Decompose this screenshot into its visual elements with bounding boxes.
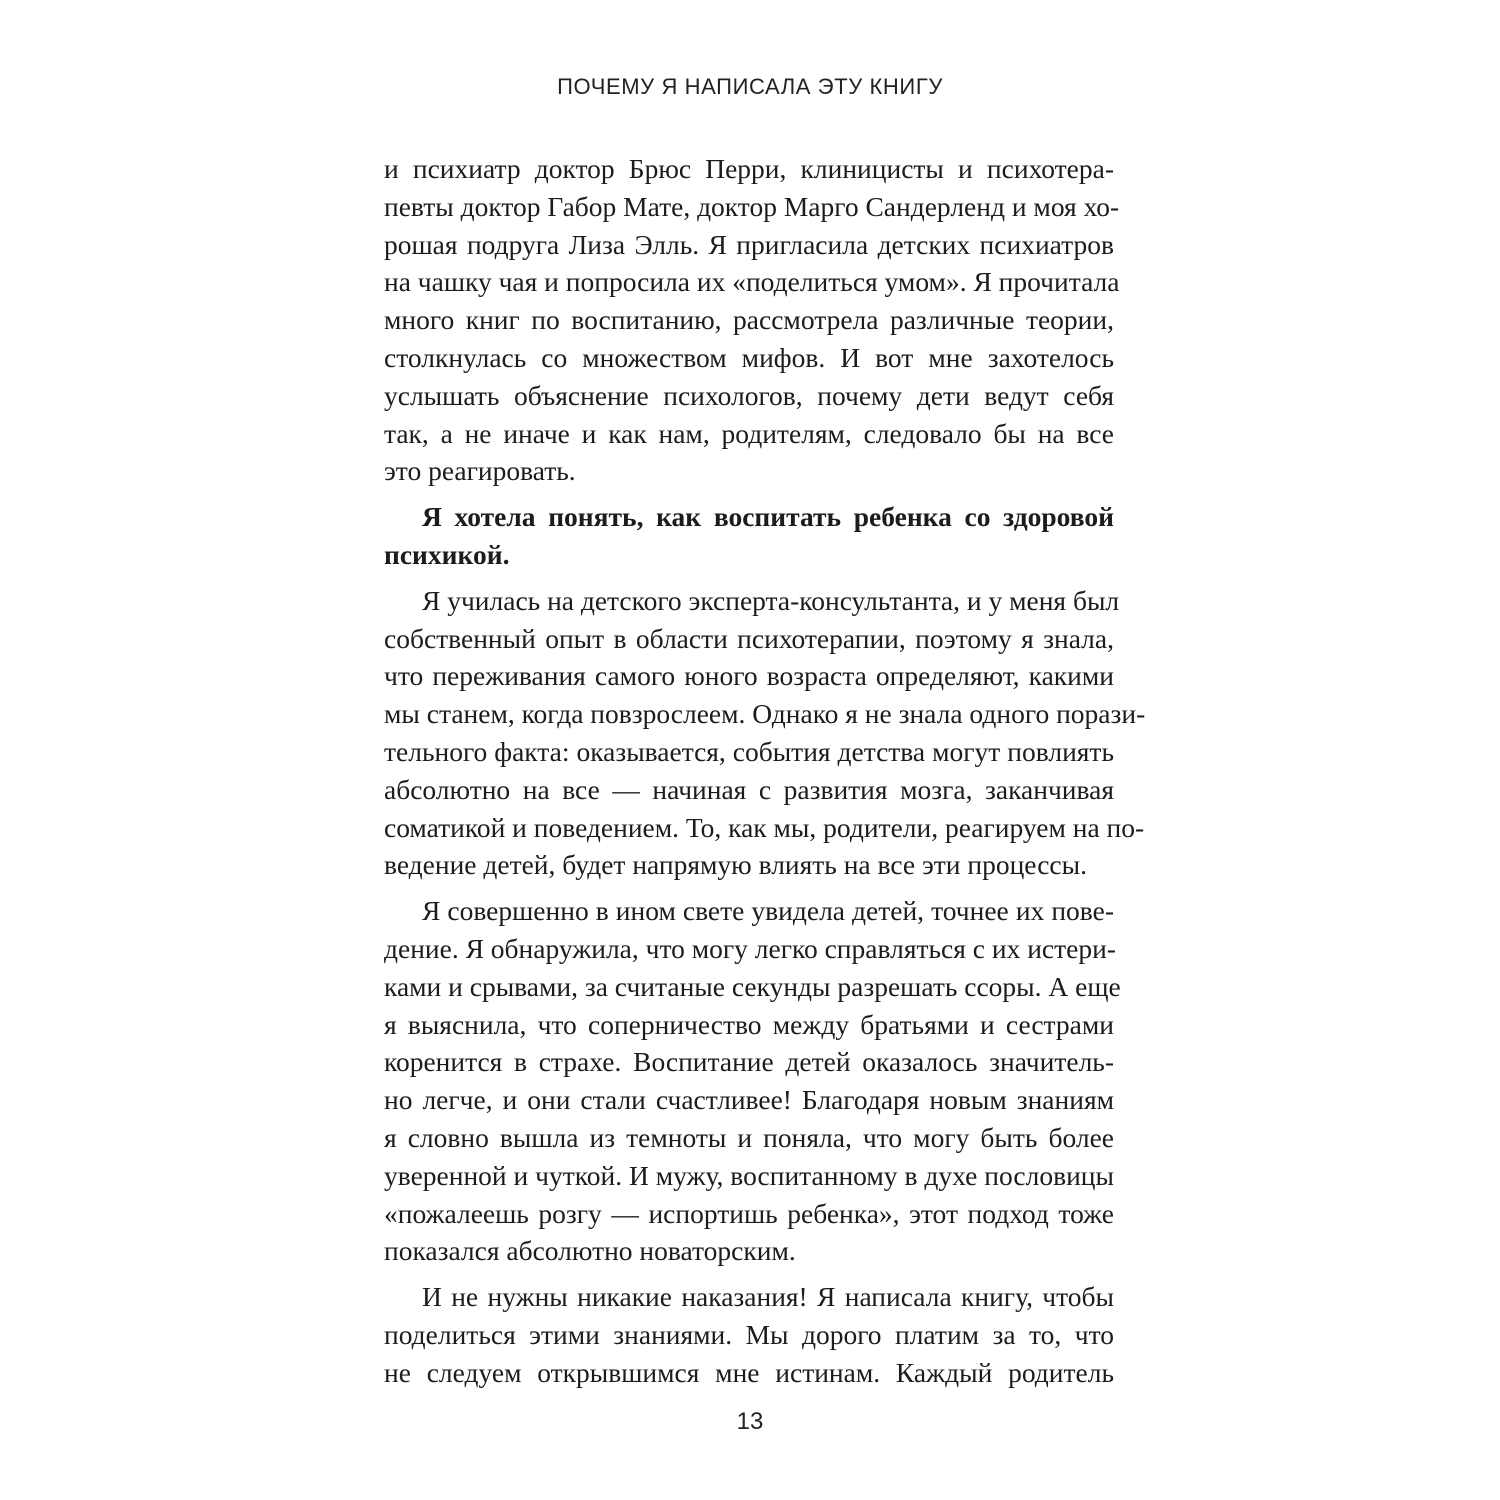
text-line: психикой. [384,538,510,570]
text-line: коренится в страхе. Воспитание детей оказалось значитель- [384,1046,1114,1078]
text-line: показался абсолютно новаторским. [384,1235,796,1267]
text-line: Я училась на детского эксперта-консультанта, и у меня был [422,584,1120,616]
text-line: абсолютно на все — начиная с развития мозга, заканчивая [384,773,1114,805]
text-line: не следуем открывшимся мне истинам. Каждый родитель [384,1356,1114,1388]
text-line: Я хотела понять, как воспитать ребенка со здоровой [422,501,1114,533]
paragraph [384,582,1146,884]
text-line: так, а не иначе и как нам, родителям, следовало бы на все [384,417,1114,449]
text-line: собственный опыт в области психотерапии, поэтому я знала, [384,622,1114,654]
paragraph [384,1278,1114,1391]
text-line: мы станем, когда повзрослеем. Однако я не знала одного порази- [384,698,1146,730]
text-line: поделиться этими знаниями. Мы дорого платим за то, что [384,1318,1114,1350]
text-line: уверенной и чуткой. И мужу, воспитанному в духе пословицы [384,1159,1114,1191]
text-line: я словно вышла из темноты и поняла, что могу быть более [384,1121,1114,1153]
body-text [384,150,1146,1392]
running-head: ПОЧЕМУ Я НАПИСАЛА ЭТУ КНИГУ [557,74,943,99]
text-line: «пожалеешь розгу — испортишь ребенка», этот подход тоже [384,1197,1114,1229]
text-line: но легче, и они стали счастливее! Благодаря новым знаниям [384,1084,1114,1116]
bold-paragraph [384,498,1114,574]
text-line: ками и срывами, за считаные секунды разрешать ссоры. А еще [384,970,1121,1002]
text-line: много книг по воспитанию, рассмотрела различные теории, [384,304,1114,336]
text-line: тельного факта: оказывается, события детства могут повлиять [384,735,1114,767]
text-line: рошая подруга Лиза Элль. Я пригласила детских психиатров [384,228,1114,260]
text-line: что переживания самого юного возраста определяют, какими [384,660,1114,692]
text-line: услышать объяснение психологов, почему дети ведут себя [384,379,1114,411]
text-line: и психиатр доктор Брюс Перри, клиницисты и психотера- [384,153,1114,184]
text-line: на чашку чая и попросила их «поделиться умом». Я прочитала [384,266,1120,298]
text-line: я выяснила, что соперничество между братьями и сестрами [384,1008,1114,1040]
text-line: Я совершенно в ином свете увидела детей, точнее их пове- [422,895,1114,927]
text-line: певты доктор Габор Мате, доктор Марго Сандерленд и моя хо- [384,190,1120,222]
text-line: соматикой и поведением. То, как мы, родители, реагируем на по- [384,811,1145,843]
text-line: ведение детей, будет напрямую влиять на все эти процессы. [384,849,1087,881]
text-line: это реагировать. [384,455,576,487]
text-line: дение. Я обнаружила, что могу легко справляться с их истери- [384,932,1116,964]
paragraph [384,150,1120,490]
paragraph [384,892,1121,1270]
text-line: столкнулась со множеством мифов. И вот мне захотелось [384,341,1114,373]
text-line: И не нужны никакие наказания! Я написала книгу, чтобы [422,1281,1114,1313]
page-number: 13 [736,1408,764,1435]
